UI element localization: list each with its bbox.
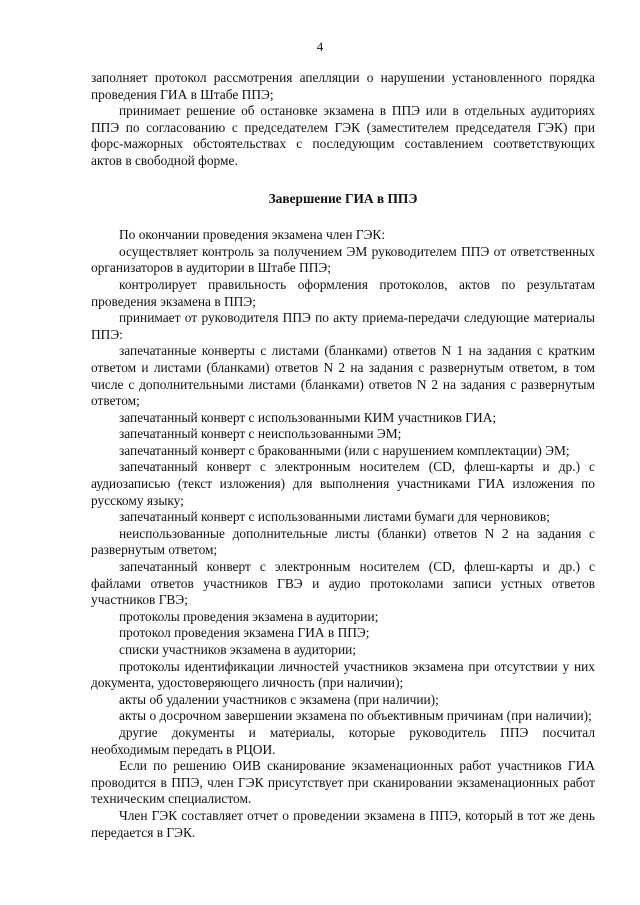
list-item: другие документы и материалы, которые руководитель ППЭ посчитал необходимым передать в РЦОИ. bbox=[91, 724, 595, 757]
list-item: протоколы проведения экзамена в аудитории; bbox=[119, 608, 379, 624]
paragraph: По окончании проведения экзамена член ГЭК: bbox=[119, 227, 386, 243]
list-item: запечатанные конверты с листами (бланками) ответов N 1 на задания с кратким ответом и листами (бланками) ответов N 2 на задания с развернутым ответом, в том числе с дополнительными листами (бланками) ответов N 2 на задания с развернутым ответом; bbox=[91, 343, 595, 409]
list-item: протокол проведения экзамена ГИА в ППЭ; bbox=[119, 625, 370, 641]
paragraph: заполняет протокол рассмотрения апелляции о нарушении установленного порядка проведения ГИА в Штабе ППЭ; bbox=[91, 70, 595, 102]
list-item: акты о досрочном завершении экзамена по объективным причинам (при наличии); bbox=[119, 708, 592, 724]
list-item: запечатанный конверт с использованными листами бумаги для черновиков; bbox=[119, 509, 550, 525]
list-item: неиспользованные дополнительные листы (бланки) ответов N 2 на задания с развернутым ответом; bbox=[91, 525, 595, 558]
list-item: запечатанный конверт с бракованными (или с нарушением комплектации) ЭМ; bbox=[119, 442, 570, 458]
paragraph: контролирует правильность оформления протоколов, актов по результатам проведения экзамена в ППЭ; bbox=[91, 276, 595, 309]
list-item: запечатанный конверт с электронным носителем (CD, флеш-карты и др.) с файлами ответов участников ГВЭ и аудио протоколами записи устных ответов участников ГВЭ; bbox=[91, 559, 595, 608]
paragraph: Если по решению ОИВ сканирование экзаменационных работ участников ГИА проводится в ППЭ, член ГЭК присутствует при сканировании экзаменационных работ техническим специалистом. bbox=[91, 758, 595, 807]
paragraph: осуществляет контроль за получением ЭМ руководителем ППЭ от ответственных организаторов в аудитории в Штабе ППЭ; bbox=[91, 243, 595, 276]
paragraph: Член ГЭК составляет отчет о проведении экзамена в ППЭ, который в тот же день передается в ГЭК. bbox=[91, 807, 595, 840]
paragraph: принимает от руководителя ППЭ по акту приема-передачи следующие материалы ППЭ: bbox=[91, 310, 595, 342]
list-item: запечатанный конверт с неиспользованными ЭМ; bbox=[119, 426, 402, 442]
list-item: акты об удалении участников с экзамена (при наличии); bbox=[119, 691, 439, 707]
list-item: запечатанный конверт с использованными КИМ участников ГИА; bbox=[119, 409, 497, 425]
document-body bbox=[91, 70, 595, 841]
section-heading: Завершение ГИА в ППЭ bbox=[268, 190, 418, 206]
list-item: запечатанный конверт с электронным носителем (CD, флеш-карты и др.) с аудиозаписью (текст изложения) для выполнения участниками ГИА изложения по русскому языку; bbox=[91, 459, 595, 508]
paragraph: принимает решение об остановке экзамена в ППЭ или в отдельных аудиториях ППЭ по согласованию с председателем ГЭК (заместителем председателя ГЭК) при форс-мажорных обстоятельствах с последующим составлением соответствующих актов в свободной форме. bbox=[91, 103, 595, 168]
page-number: 4 bbox=[316, 39, 324, 54]
list-item: списки участников экзамена в аудитории; bbox=[119, 642, 356, 657]
list-item: протоколы идентификации личностей участников экзамена при отсутствии у них документа, удостоверяющего личность (при наличии); bbox=[91, 658, 595, 691]
